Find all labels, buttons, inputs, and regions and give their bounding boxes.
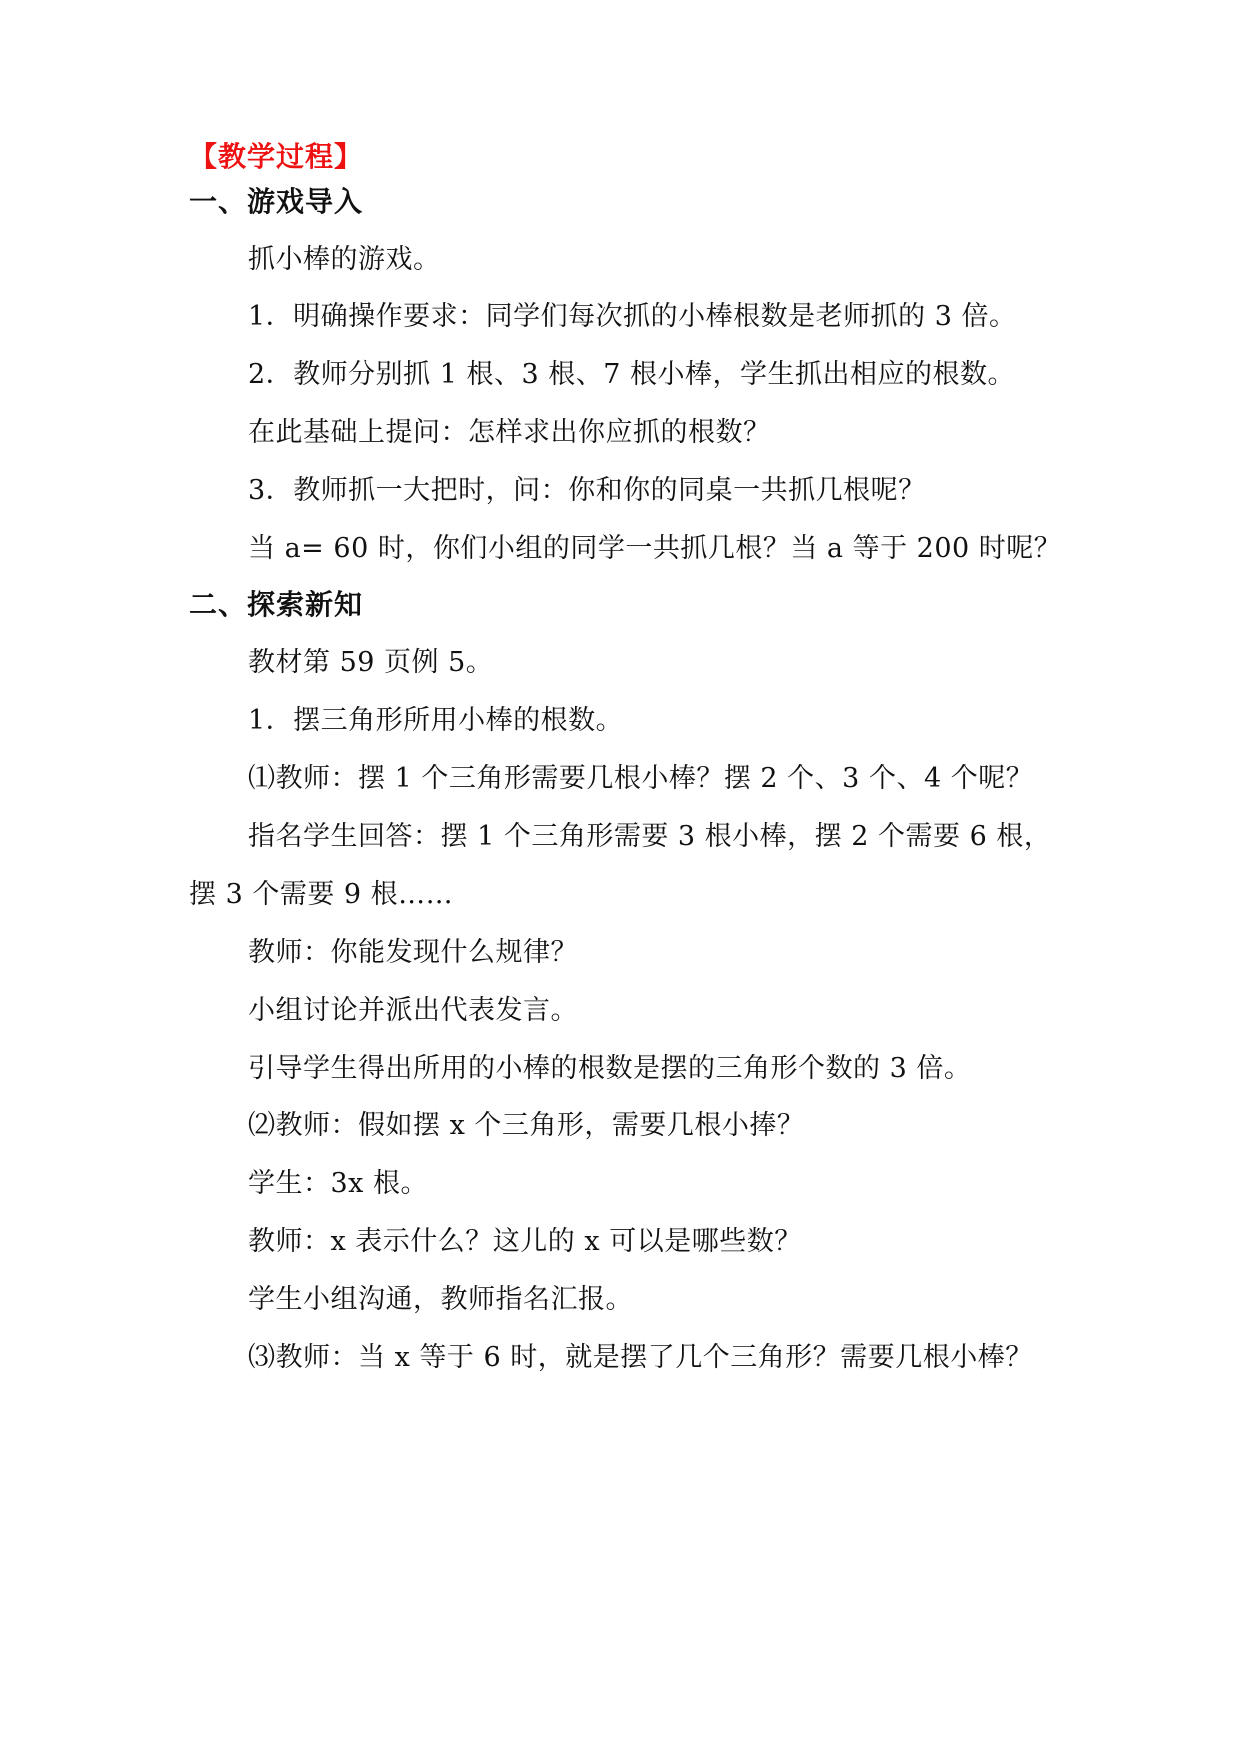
- paragraph: 2．教师分别抓 1 根、3 根、7 根小棒，学生抓出相应的根数。: [248, 359, 1016, 390]
- section-heading-game-intro: 一、游戏导入: [189, 185, 364, 218]
- paragraph-continuation: 摆 3 个需要 9 根……: [189, 879, 454, 910]
- paragraph: ⑴教师：摆 1 个三角形需要几根小棒？摆 2 个、3 个、4 个呢？: [248, 763, 1034, 794]
- paragraph: 小组讨论并派出代表发言。: [248, 995, 578, 1026]
- paragraph: ⑵教师：假如摆 x 个三角形，需要几根小捧？: [248, 1110, 805, 1141]
- paragraph: 教师：你能发现什么规律？: [248, 937, 578, 968]
- lesson-process-title: 【教学过程】: [189, 140, 364, 173]
- paragraph: ⑶教师：当 x 等于 6 时，就是摆了几个三角形？需要几根小棒？: [248, 1342, 1033, 1373]
- paragraph: 学生小组沟通，教师指名汇报。: [248, 1284, 633, 1315]
- paragraph: 教师：x 表示什么？这儿的 x 可以是哪些数？: [248, 1226, 802, 1257]
- paragraph: 1．明确操作要求：同学们每次抓的小棒根数是老师抓的 3 倍。: [248, 301, 1017, 332]
- section-heading-explore: 二、探索新知: [189, 588, 364, 621]
- paragraph: 学生：3x 根。: [248, 1168, 428, 1199]
- paragraph: 3．教师抓一大把时，问：你和你的同桌一共抓几根呢？: [248, 475, 926, 506]
- paragraph: 抓小棒的游戏。: [248, 244, 441, 275]
- paragraph: 引导学生得出所用的小棒的根数是摆的三角形个数的 3 倍。: [248, 1053, 972, 1084]
- paragraph: 在此基础上提问：怎样求出你应抓的根数？: [248, 417, 771, 448]
- paragraph: 指名学生回答：摆 1 个三角形需要 3 根小棒，摆 2 个需要 6 根，: [248, 821, 1052, 852]
- paragraph: 当 a= 60 时，你们小组的同学一共抓几根？当 a 等于 200 时呢？: [248, 533, 1062, 564]
- paragraph: 教材第 59 页例 5。: [248, 647, 494, 678]
- paragraph: 1．摆三角形所用小棒的根数。: [248, 705, 624, 736]
